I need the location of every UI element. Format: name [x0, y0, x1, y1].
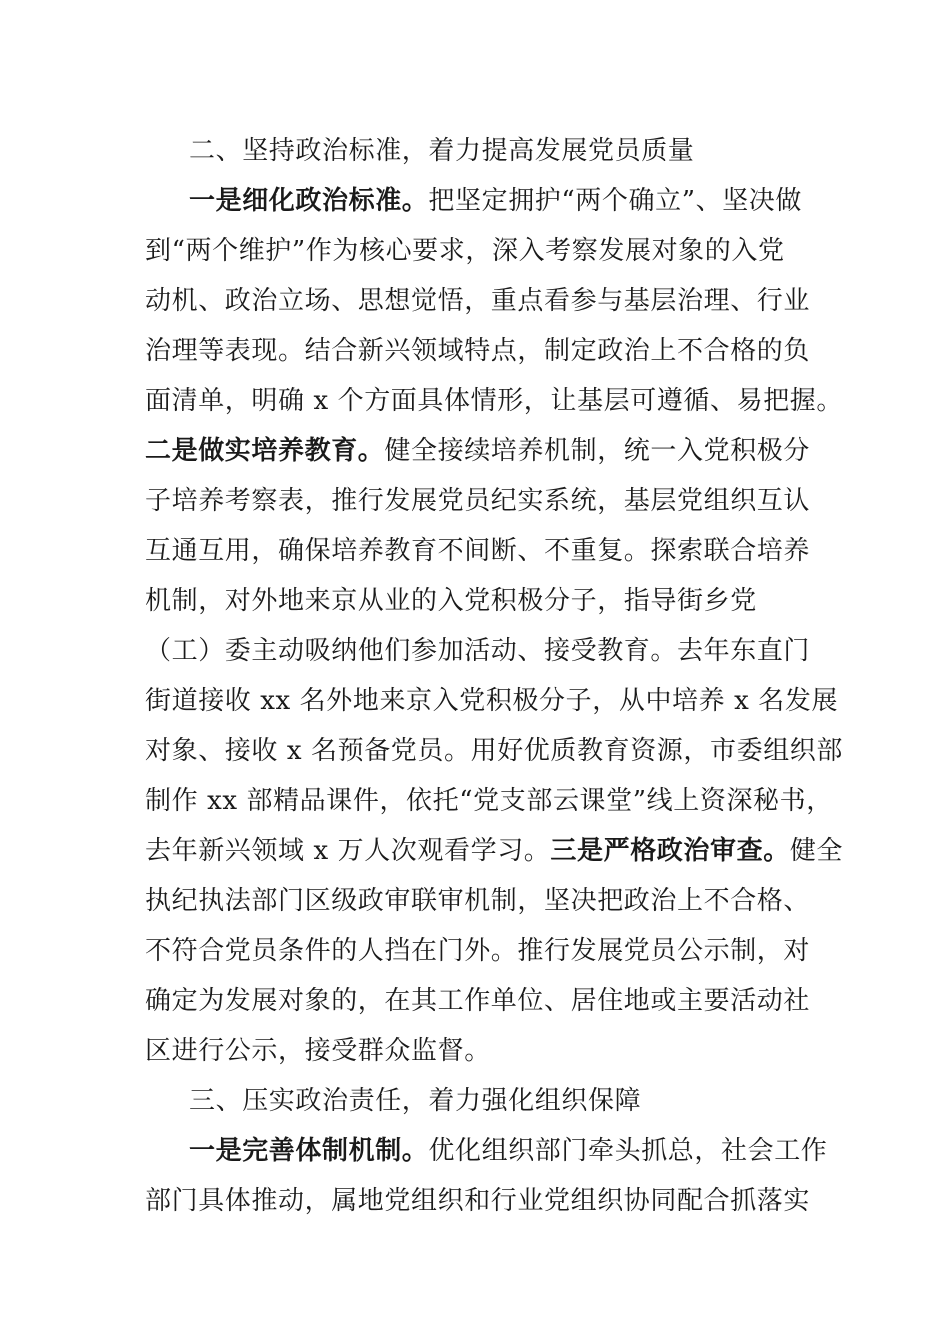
section-heading-2: 二、坚持政治标准，着力提高发展党员质量 [189, 136, 695, 166]
section-heading-3: 三、压实政治责任，着力强化组织保障 [189, 1086, 642, 1116]
paragraph-line: （工）委主动吸纳他们参加活动、接受教育。去年东直门 [145, 636, 811, 666]
line-text: 优化组织部门牵头抓总，社会工作 [428, 1136, 828, 1166]
bold-lead-2: 二是做实培养教育。 [145, 436, 385, 466]
line-text: 健全 [789, 836, 844, 866]
line-text: 健全接续培养机制，统一入党积极分 [384, 436, 811, 466]
paragraph-line: 部门具体推动，属地党组织和行业党组织协同配合抓落实 [145, 1186, 811, 1216]
line-text: 把坚定拥护“两个确立”、坚决做 [428, 186, 802, 216]
line-text: 去年新兴领域 x 万人次观看学习。 [145, 836, 551, 866]
bold-lead-1: 一是细化政治标准。 [189, 186, 429, 216]
paragraph-line: 街道接收 xx 名外地来京入党积极分子，从中培养 x 名发展 [145, 686, 839, 716]
paragraph-line: 对象、接收 x 名预备党员。用好优质教育资源，市委组织部 [145, 736, 843, 766]
bold-lead-3: 三是严格政治审查。 [550, 836, 790, 866]
document-body [145, 126, 844, 1226]
paragraph-line: 机制，对外地来京从业的入党积极分子，指导街乡党 [145, 586, 757, 616]
paragraph-line: 子培养考察表，推行发展党员纪实系统，基层党组织互认 [145, 486, 811, 516]
paragraph-line: 到“两个维护”作为核心要求，深入考察发展对象的入党 [145, 236, 785, 266]
paragraph-line: 执纪执法部门区级政审联审机制，坚决把政治上不合格、 [145, 886, 811, 916]
paragraph-line: 互通互用，确保培养教育不间断、不重复。探索联合培养 [145, 536, 811, 566]
paragraph-line: 区进行公示，接受群众监督。 [145, 1036, 491, 1066]
paragraph-line: 不符合党员条件的人挡在门外。推行发展党员公示制，对 [145, 936, 811, 966]
paragraph-line: 面清单，明确 x 个方面具体情形，让基层可遵循、易把握。 [145, 386, 843, 416]
paragraph-line: 治理等表现。结合新兴领域特点，制定政治上不合格的负 [145, 336, 811, 366]
bold-lead-4: 一是完善体制机制。 [189, 1136, 429, 1166]
paragraph-line: 确定为发展对象的，在其工作单位、居住地或主要活动社 [145, 986, 811, 1016]
paragraph-line [145, 426, 815, 476]
paragraph-line: 制作 xx 部精品课件，依托“党支部云课堂”线上资深秘书， [145, 786, 833, 816]
paragraph-line [145, 1126, 828, 1176]
paragraph-line [145, 826, 844, 876]
paragraph-line [145, 176, 815, 226]
paragraph-line: 动机、政治立场、思想觉悟，重点看参与基层治理、行业 [145, 286, 811, 316]
